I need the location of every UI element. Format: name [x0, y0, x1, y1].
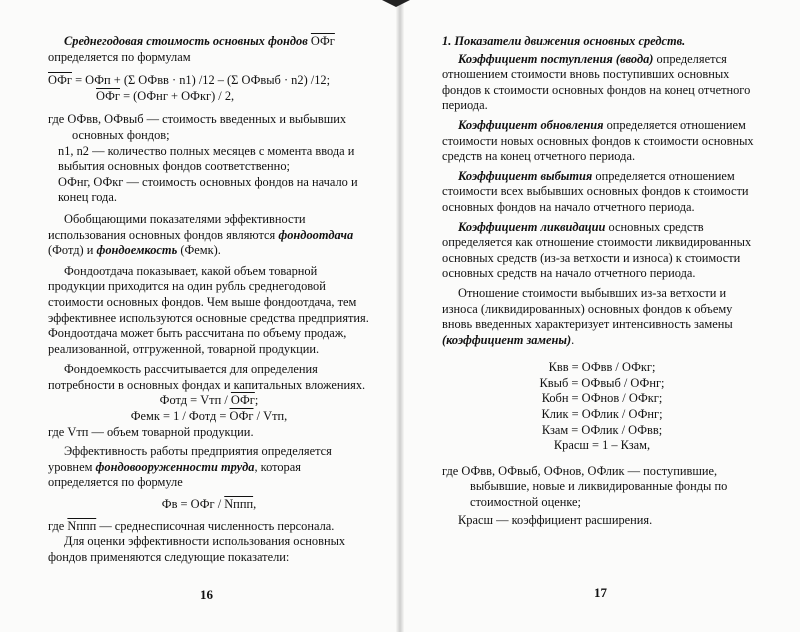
para4-text-c: , которая определяется по формуле — [48, 459, 301, 490]
para1-text-c: (Фотд) и — [48, 243, 97, 258]
term-k-obnovleniya: Коэффициент обновления — [458, 117, 604, 132]
p2-text: определяется отношением стоимости новых основных фондов к стоимости основных средств на конец отчетного периода. — [442, 117, 754, 164]
formula-fotd — [48, 393, 370, 409]
paragraph-fondovooruzhennost — [48, 444, 370, 491]
where-definition-right-2: Красш — коэффициент расширения. — [458, 512, 653, 527]
term-k-vvod: Коэффициент поступления (ввода) — [458, 51, 654, 66]
paragraph-k-obnovleniya — [442, 118, 762, 165]
right-page — [442, 34, 762, 528]
book-spine — [396, 0, 404, 632]
paragraph-fondoemkost: Фондоемкость рассчитывается для определения потребности в основных фондах и капитальных вложениях. — [48, 362, 366, 392]
paragraph-fondootdacha: Фондоотдача показывает, какой объем товарной продукции приходится на один рубль среднегодовой стоимости основных фондов. Чем выше фондоотдача, тем эффективнее используются основные средства предприятия. Фондоотдача может быть рассчитана по объему продаж, реализованной, отгруженной, товарной продукции. — [48, 263, 369, 356]
formula3-pre: Фотд = Vтп / — [159, 393, 231, 408]
formula3-post: ; — [254, 393, 259, 408]
formula5-pre: Фв = ОФг / — [161, 497, 225, 512]
left-heading — [48, 34, 370, 65]
formula-k-rassh: Красш = 1 – Кзам, — [553, 438, 651, 453]
formula-k-lik: Клик = ОФлик / ОФнг; — [541, 407, 663, 422]
formula-fv — [48, 497, 370, 513]
formula4-pre: Фемк = 1 / Фотд = — [130, 409, 230, 424]
formula2-rhs: = (ОФнг + ОФкг) / 2, — [119, 88, 235, 103]
where-definition-2: n1, n2 — количество полных месяцев с момента ввода и выбытия основных фондов соответственно; — [58, 143, 355, 174]
where-definition-4: где Vтп — объем товарной продукции. — [48, 424, 254, 439]
where-definition-5 — [48, 519, 370, 535]
paragraph-k-vybytiya — [442, 169, 762, 216]
formula-k-vyb: Квыб = ОФвыб / ОФнг; — [539, 375, 665, 390]
formula-k-vv: Квв = ОФвв / ОФкг; — [548, 360, 656, 375]
paragraph-k-zameny — [442, 286, 762, 348]
formula5-symbol: Nппп — [224, 497, 254, 512]
page-number-left: 16 — [200, 587, 213, 602]
formula-k-obn: Кобн = ОФнов / ОФкг; — [541, 391, 663, 406]
left-heading-symbol: ОФг — [310, 34, 335, 48]
term-fondoemkost: фондоемкость — [96, 243, 178, 258]
p5-tail: . — [571, 332, 575, 347]
term-fondootdacha: фондоотдача — [278, 227, 354, 242]
where5-pre: где — [48, 518, 68, 533]
para4-text-a: Эффективность работы предприятия определяется уровнем — [48, 444, 332, 474]
left-page — [48, 34, 370, 565]
where-definition-right-1: где ОФвв, ОФвыб, ОФнов, ОФлик — поступившие, выбывшие, новые и ликвидированные фонды по стоимостной оценке; — [442, 463, 728, 510]
paragraph-generalizing-indicators — [48, 212, 370, 259]
p5-text: Отношение стоимости выбывших из-за ветхости и износа (ликвидированных) основных фондов к объему вновь введенных характеризует интенсивность замены — [442, 285, 733, 332]
where-definition-1: где ОФвв, ОФвыб — стоимость введенных и выбывших основных фондов; — [48, 112, 347, 142]
formula2-lhs: ОФг — [96, 88, 120, 103]
term-fondovooruzhennost: фондовооруженности труда — [95, 459, 255, 474]
formula3-symbol: ОФг — [230, 393, 255, 408]
para1-text-e: (Фемк). — [177, 243, 221, 258]
paragraph-k-likvidatsii — [442, 220, 762, 282]
formula-average-cost-2 — [48, 89, 370, 105]
formula4-symbol: ОФг — [229, 409, 254, 424]
term-k-likvidatsii: Коэффициент ликвидации — [458, 219, 606, 234]
paragraph-k-vvod — [442, 52, 762, 114]
formula4-post: / Vтп, — [253, 409, 288, 424]
formula1-rhs: = ОФп + (Σ ОФвв · n1) /12 – (Σ ОФвыб · n2) /12; — [71, 73, 331, 88]
left-heading-title: Среднегодовая стоимость основных фондов — [64, 34, 308, 48]
term-k-vybytiya: Коэффициент выбытия — [458, 168, 593, 183]
where5-symbol: Nппп — [67, 518, 97, 533]
paragraph-indicators-intro: Для оценки эффективности использования основных фондов применяются следующие показатели: — [48, 534, 346, 564]
page-number-right: 17 — [594, 585, 607, 600]
right-heading: 1. Показатели движения основных средств. — [442, 34, 686, 48]
para1-text-a: Обобщающими показателями эффективности использования основных фондов являются — [48, 211, 306, 242]
left-heading-tail: определяется по формулам — [48, 49, 191, 64]
where5-post: — среднесписочная численность персонала. — [96, 518, 335, 533]
p3-text: определяется отношением стоимости всех выбывших основных фондов к стоимости основных фондов на начало отчетного периода. — [442, 168, 749, 214]
formula-femk — [48, 409, 370, 425]
term-k-zameny: (коэффициент замены) — [442, 332, 572, 347]
p1-text: определяется отношением стоимости вновь поступивших основных фондов к стоимости основных фондов на конец отчетного периода. — [442, 51, 751, 113]
formula5-post: , — [253, 497, 257, 512]
formula-k-zam: Кзам = ОФлик / ОФвв; — [541, 422, 663, 437]
p4-text: основных средств определяется как отношение стоимости ликвидированных основных средств (из-за ветхости и износа) к стоимости основных средств на начало отчетного периода. — [442, 219, 752, 281]
formula-average-cost-1 — [48, 73, 370, 89]
where-definition-3: ОФнг, ОФкг — стоимость основных фондов на начало и конец года. — [58, 174, 358, 205]
formula1-lhs: ОФг — [48, 73, 72, 88]
binding-mark — [382, 0, 410, 7]
